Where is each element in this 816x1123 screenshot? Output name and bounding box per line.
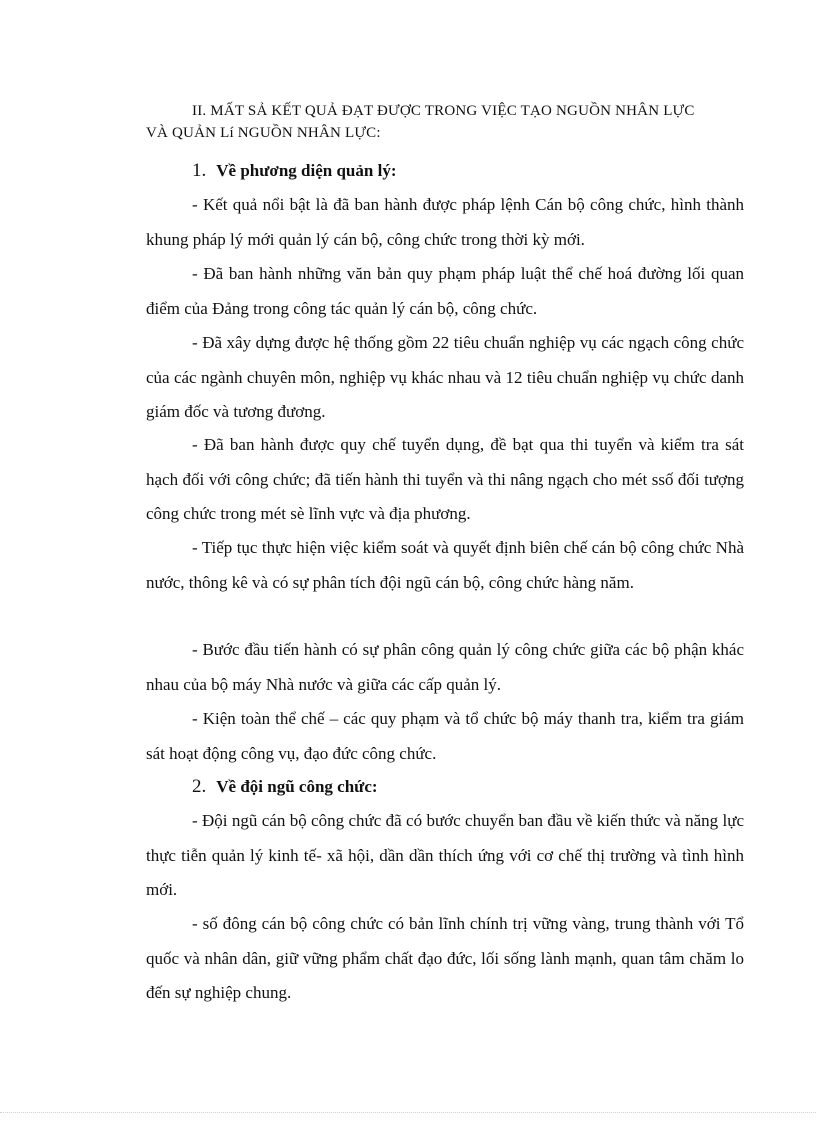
paragraph: - Kết quả nổi bật là đã ban hành được pháp lệnh Cán bộ công chức, hình thành khung pháp lý mới quản lý cán bộ, công chức trong thời kỳ mới.: [146, 195, 744, 249]
section-title: Về phương diện quản lý:: [216, 161, 397, 180]
paragraph: - Đã ban hành được quy chế tuyển dụng, đề bạt qua thi tuyển và kiểm tra sát hạch đối với công chức; đã tiến hành thi tuyển và thi nâng ngạch cho mét ssố đối tượng công chức trong mét sè lĩnh vực và địa phương.: [146, 435, 744, 523]
paragraph: - Đội ngũ cán bộ công chức đã có bước chuyển ban đầu về kiến thức và năng lực thực tiễn quản lý kinh tế- xã hội, dần dần thích ứng với cơ chế thị trường và tình hình mới.: [146, 811, 744, 899]
title-line-2: VÀ QUẢN Lí NGUỒN NHÂN LỰC:: [146, 125, 381, 141]
section-heading-1: [192, 160, 396, 182]
paragraph: - Đã xây dựng được hệ thống gồm 22 tiêu chuẩn nghiệp vụ các ngạch công chức của các ngành chuyên môn, nghiệp vụ khác nhau và 12 tiêu chuẩn nghiệp vụ chức danh giám đốc và tương đương.: [146, 333, 744, 421]
section-number: 1.: [192, 160, 207, 181]
paragraph: - số đông cán bộ công chức có bản lĩnh chính trị vững vàng, trung thành với Tổ quốc và nhân dân, giữ vững phẩm chất đạo đức, lối sống lành mạnh, quan tâm chăm lo đến sự nghiệp chung.: [146, 914, 744, 1002]
section-heading-2: [192, 776, 378, 798]
paragraph: - Bước đầu tiến hành có sự phân công quản lý công chức giữa các bộ phận khác nhau của bộ máy Nhà nước và giữa các cấp quản lý.: [146, 640, 744, 694]
paragraph: - Đã ban hành những văn bản quy phạm pháp luật thể chế hoá đường lối quan điểm của Đảng trong công tác quản lý cán bộ, công chức.: [146, 264, 744, 318]
section-number: 2.: [192, 776, 207, 797]
document-title: [146, 100, 746, 144]
paragraph: - Kiện toàn thể chế – các quy phạm và tổ chức bộ máy thanh tra, kiểm tra giám sát hoạt động công vụ, đạo đức công chức.: [146, 709, 744, 763]
paragraph: - Tiếp tục thực hiện việc kiểm soát và quyết định biên chế cán bộ công chức Nhà nước, thông kê và có sự phân tích đội ngũ cán bộ, công chức hàng năm.: [146, 538, 744, 592]
title-line-1: II. MẤT SẢ KẾT QUẢ ĐẠT ĐƯỢC TRONG VIỆC TẠO NGUỒN NHÂN LỰC: [192, 103, 695, 119]
section-title: Về đội ngũ công chức:: [216, 777, 378, 796]
page-bottom-divider: [0, 1112, 816, 1113]
